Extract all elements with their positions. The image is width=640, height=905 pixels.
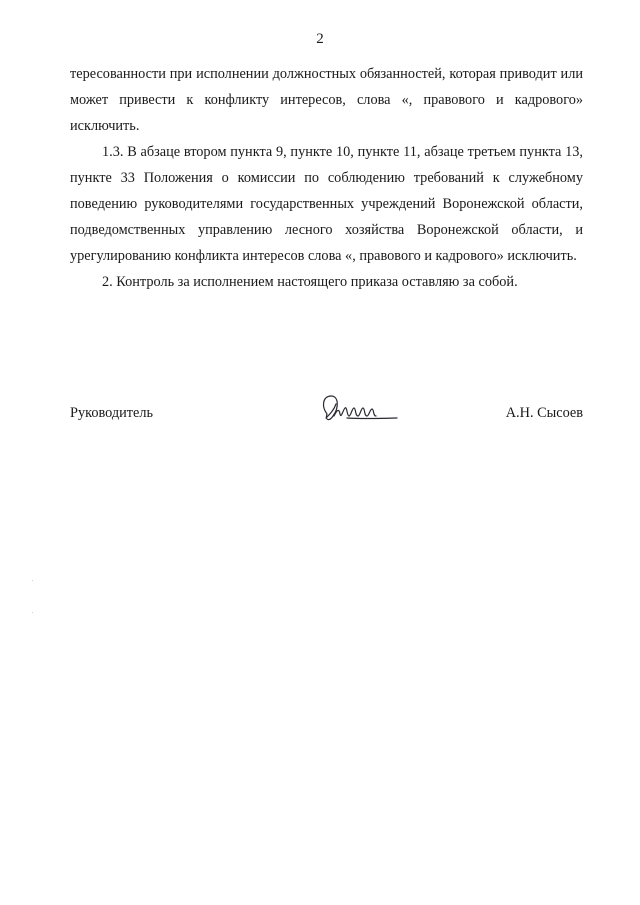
page-number: 2 xyxy=(316,31,324,47)
scan-artifact xyxy=(32,612,33,613)
paragraph-item-2: 2. Контроль за исполнением настоящего приказа оставляю за собой. xyxy=(102,274,518,290)
signature-block xyxy=(70,392,583,432)
document-body xyxy=(70,61,583,295)
scan-artifact xyxy=(32,580,33,581)
paragraph-continuation: тересованности при исполнении должностных обязанностей, которая приводит или может привести к конфликту интересов, слова «, правового и кадрового» исключить. xyxy=(70,66,583,134)
paragraph-item-1-3: 1.3. В абзаце втором пункта 9, пункте 10, пункте 11, абзаце третьем пункта 13, пункте 33 Положения о комиссии по соблюдению требований к служебному поведению руководителями государственных учреждений Воронежской области, подведомственных управлению лесного хозяйства Воронежской области, и урегулированию конфликта интересов слова «, правового и кадрового» исключить. xyxy=(70,144,583,264)
signatory-name: А.Н. Сысоев xyxy=(505,405,583,421)
handwritten-signature xyxy=(317,392,407,426)
signatory-title: Руководитель xyxy=(70,405,154,421)
